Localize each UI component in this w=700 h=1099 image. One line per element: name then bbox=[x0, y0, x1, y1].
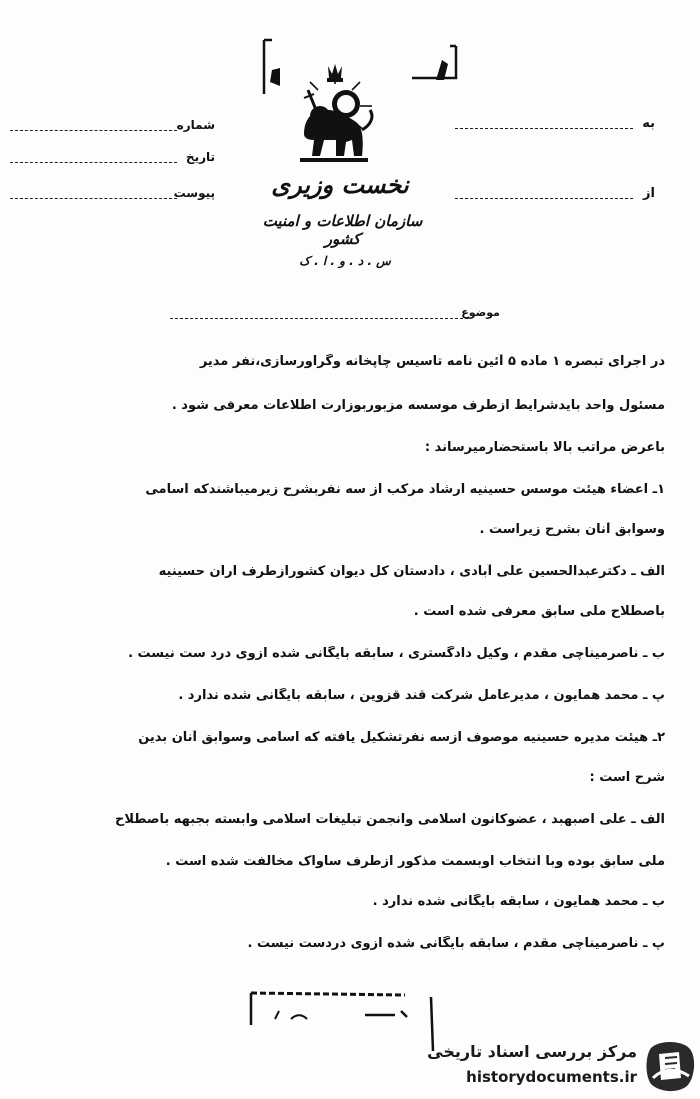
to-line bbox=[455, 128, 633, 129]
org-title: نخست وزیری bbox=[271, 170, 409, 199]
from-line bbox=[455, 198, 633, 199]
date-line bbox=[10, 162, 177, 163]
body-line: ب ـ محمد همایون ، سابقه بایگانی شده ندارد . bbox=[372, 894, 665, 909]
body-line: پ ـ محمد همایون ، مدیرعامل شرکت قند قزوین ، سابقه بایگانی شده ندارد . bbox=[178, 688, 665, 703]
body-line: پ ـ ناصرمیناچی مقدم ، سابقه بایگانی شده ازوی دردست نیست . bbox=[247, 936, 665, 951]
body-line: ملی سابق بوده وبا انتخاب اوبسمت مذکور ازطرف ساواک مخالفت شده است . bbox=[165, 854, 665, 869]
body-line: در اجرای تبصره ۱ ماده ۵ آئین نامه تاسیس چاپخانه وگراورسازی،نفر مدیر bbox=[199, 354, 665, 369]
body-line: مسئول واحد بایدشرایط ازطرف موسسه مزبوربوزارت اطلاعات معرفی شود . bbox=[171, 398, 665, 413]
subject-label: موضوع bbox=[461, 306, 500, 319]
subject-line bbox=[170, 318, 468, 319]
number-field bbox=[10, 118, 215, 138]
to-label: به bbox=[642, 116, 655, 131]
body-line: الف ـ علی اصبهبد ، عضوکانون اسلامی وانجمن تبلیغات اسلامی وابسته بجبهه باصطلاح bbox=[115, 812, 665, 827]
date-label: تاریخ bbox=[185, 150, 215, 164]
corner-mark-right bbox=[410, 40, 460, 85]
attachment-field bbox=[10, 186, 215, 206]
number-label: شماره bbox=[176, 118, 215, 132]
to-field bbox=[455, 116, 655, 136]
org-subtitle: سازمان اطلاعات و امنیت کشور bbox=[262, 212, 423, 248]
number-line bbox=[10, 130, 177, 131]
body-line: باصطلاح ملی سابق معرفی شده است . bbox=[413, 604, 665, 619]
lion-and-sun-emblem-icon bbox=[290, 60, 380, 170]
from-label: از bbox=[643, 186, 655, 201]
signature-scribble bbox=[245, 985, 445, 1055]
body-line: الف ـ دکترعبدالحسین علی آبادی ، دادستان کل دیوان کشورازطرف اران حسینیه bbox=[158, 564, 665, 579]
body-line: ب ـ ناصرمیناچی مقدم ، وکیل دادگستری ، سابقه بایگانی شده ازوی درد ست نیست . bbox=[128, 646, 665, 661]
corner-mark-left bbox=[258, 38, 288, 98]
watermark bbox=[425, 1038, 695, 1096]
body-line: ۱ـ اعضاء هیئت موسس حسینیه ارشاد مرکب از سه نفربشرح زیرمیباشندکه اسامی bbox=[145, 482, 665, 497]
org-code: س . د . و . ا . ک bbox=[299, 254, 391, 268]
attachment-label: پیوست bbox=[173, 186, 215, 200]
subject-field bbox=[170, 306, 500, 326]
watermark-url[interactable]: historydocuments.ir bbox=[466, 1068, 637, 1086]
body-line: شرح است : bbox=[589, 770, 665, 785]
body-line: باعرض مراتب بالا باستحضارمیرساند : bbox=[424, 440, 665, 455]
body-line: وسوابق آنان بشرح زیراست . bbox=[479, 522, 665, 537]
watermark-title: مرکز بررسی اسناد تاریخی bbox=[427, 1042, 637, 1061]
body-line: ۲ـ هیئت مدیره حسینیه موصوف ازسه نفرتشکیل یافته که اسامی وسوابق آنان بدین bbox=[138, 730, 665, 745]
from-field bbox=[455, 186, 655, 206]
archive-logo-icon bbox=[643, 1038, 697, 1094]
date-field bbox=[10, 150, 215, 170]
attachment-line bbox=[10, 198, 177, 199]
